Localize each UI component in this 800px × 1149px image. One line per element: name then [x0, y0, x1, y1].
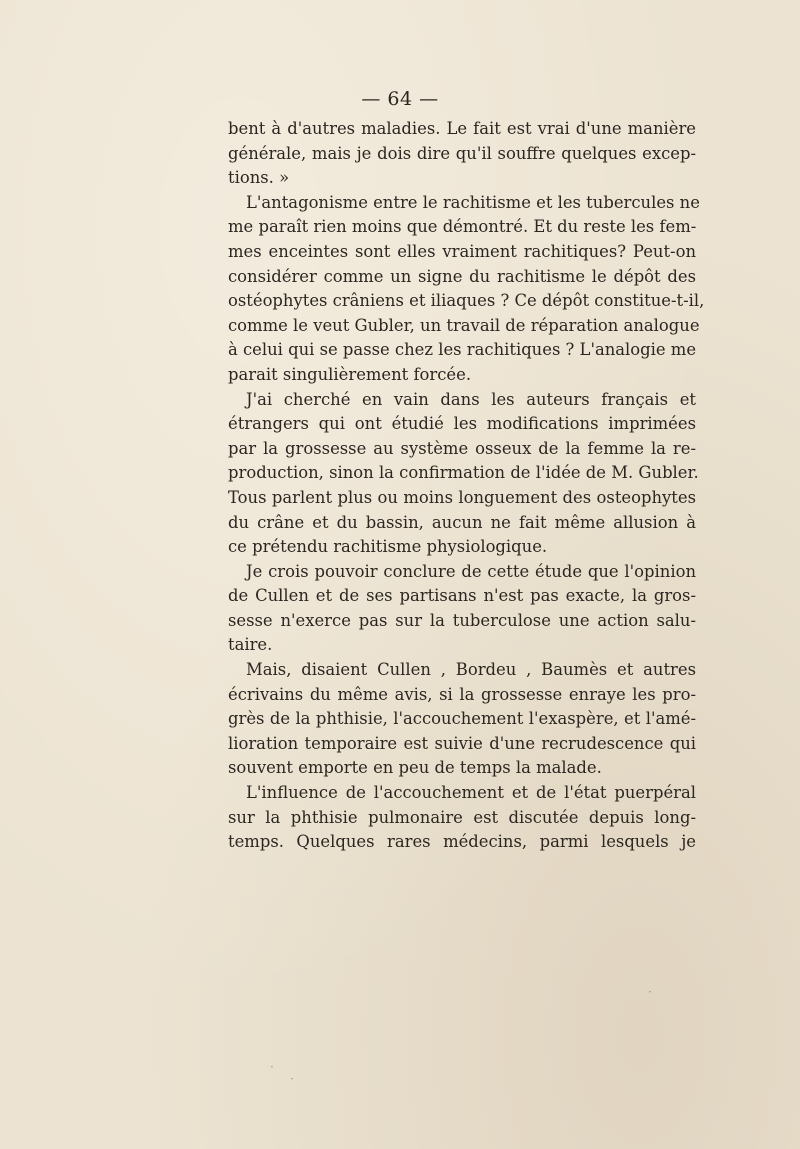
text-line: générale, mais je dois dire qu'il souffre quelques excep-	[228, 143, 696, 163]
text-line: écrivains du même avis, si la grossesse enraye les pro-	[228, 684, 696, 704]
text-line: ostéophytes crâniens et iliaques ? Ce dépôt constitue-t-il,	[228, 291, 705, 311]
text-line: lioration temporaire est suivie d'une recrudescence qui	[228, 733, 696, 753]
text-line: grès de la phthisie, l'accouchement l'exaspère, et l'amé-	[228, 709, 696, 729]
text-line: comme le veut Gubler, un travail de réparation analogue	[228, 315, 700, 335]
text-line: bent à d'autres maladies. Le fait est vrai d'une manière	[228, 119, 696, 138]
paper-speck: ·	[290, 1072, 294, 1086]
text-line: taire.	[228, 635, 273, 655]
text-line: production, sinon la confirmation de l'idée de M. Gubler.	[228, 463, 699, 483]
text-line: Je crois pouvoir conclure de cette étude que l'opinion	[246, 561, 696, 581]
text-line: me paraît rien moins que démontré. Et du reste les fem-	[228, 217, 697, 237]
text-line: Tous parlent plus ou moins longuement des osteophytes	[228, 487, 696, 507]
text-line: à celui qui se passe chez les rachitiques ? L'analogie me	[228, 340, 697, 360]
text-line: Mais, disaient Cullen , Bordeu , Baumès et autres	[246, 660, 696, 680]
text-line: considérer comme un signe du rachitisme le dépôt des	[228, 266, 696, 286]
page-number: — 64 —	[361, 88, 439, 110]
text-line: parait singulièrement forcée.	[228, 364, 472, 384]
text-line: sesse n'exerce pas sur la tuberculose une action salu-	[228, 610, 696, 630]
text-line: ce prétendu rachitisme physiologique.	[228, 537, 548, 557]
text-line: du crâne et du bassin, aucun ne fait même allusion à	[228, 512, 696, 532]
body-text	[228, 117, 705, 855]
text-line: de Cullen et de ses partisans n'est pas exacte, la gros-	[228, 586, 696, 606]
text-line: temps. Quelques rares médecins, parmi lesquels je	[228, 832, 696, 852]
text-line: par la grossesse au système osseux de la femme la re-	[228, 438, 696, 458]
paper-speck: ·	[270, 1060, 274, 1074]
text-line: mes enceintes sont elles vraiment rachitiques? Peut-on	[228, 241, 696, 261]
text-line: J'ai cherché en vain dans les auteurs français et	[246, 389, 696, 409]
text-line: souvent emporte en peu de temps la malade.	[228, 758, 602, 778]
text-line: L'influence de l'accouchement et de l'état puerpéral	[246, 783, 696, 803]
text-line: étrangers qui ont étudié les modifications imprimées	[228, 414, 696, 434]
text-line: L'antagonisme entre le rachitisme et les tubercules ne	[246, 192, 700, 212]
paper-speck: ·	[648, 985, 652, 999]
text-line: tions. »	[228, 168, 290, 188]
text-line: sur la phthisie pulmonaire est discutée depuis long-	[228, 807, 696, 827]
